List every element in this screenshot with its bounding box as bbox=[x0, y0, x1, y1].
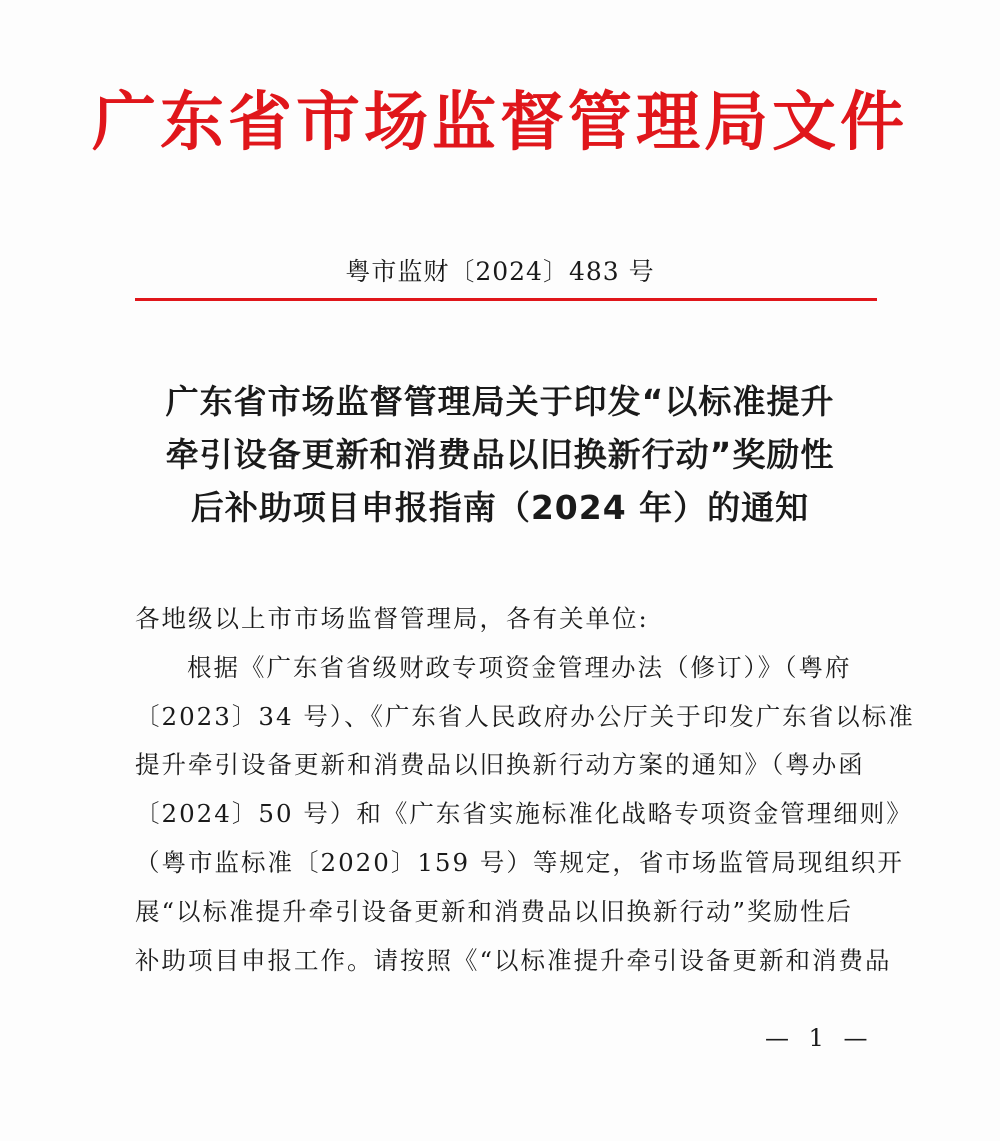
body-line: 提升牵引设备更新和消费品以旧换新行动方案的通知》（粤办函 bbox=[135, 750, 865, 780]
notice-body bbox=[135, 595, 915, 985]
salutation: 各地级以上市市场监督管理局，各有关单位: bbox=[135, 604, 649, 633]
body-line: 〔2023〕34 号）、《广东省人民政府办公厅关于印发广东省以标准 bbox=[135, 701, 915, 731]
body-line: （粤市监标准〔2020〕159 号）等规定，省市场监管局现组织开 bbox=[135, 847, 904, 877]
document-number: 粤市监财〔2024〕483 号 bbox=[345, 257, 655, 286]
document-masthead: 广东省市场监督管理局文件 bbox=[92, 85, 908, 160]
red-divider-line bbox=[135, 298, 877, 301]
body-line: 补助项目申报工作。请按照《“以标准提升牵引设备更新和消费品 bbox=[135, 945, 892, 975]
notice-title-line: 广东省市场监督管理局关于印发“以标准提升 bbox=[165, 382, 835, 421]
body-line: 根据《广东省省级财政专项资金管理办法（修订）》（粤府 bbox=[187, 652, 852, 682]
page-number: — 1 — bbox=[765, 1024, 874, 1052]
notice-title bbox=[120, 375, 880, 534]
notice-title-line: 后补助项目申报指南（2024 年）的通知 bbox=[190, 488, 810, 527]
body-line: 展“以标准提升牵引设备更新和消费品以旧换新行动”奖励性后 bbox=[135, 896, 854, 926]
body-line: 〔2024〕50 号）和《广东省实施标准化战略专项资金管理细则》 bbox=[135, 799, 913, 829]
notice-title-line: 牵引设备更新和消费品以旧换新行动”奖励性 bbox=[165, 435, 835, 474]
